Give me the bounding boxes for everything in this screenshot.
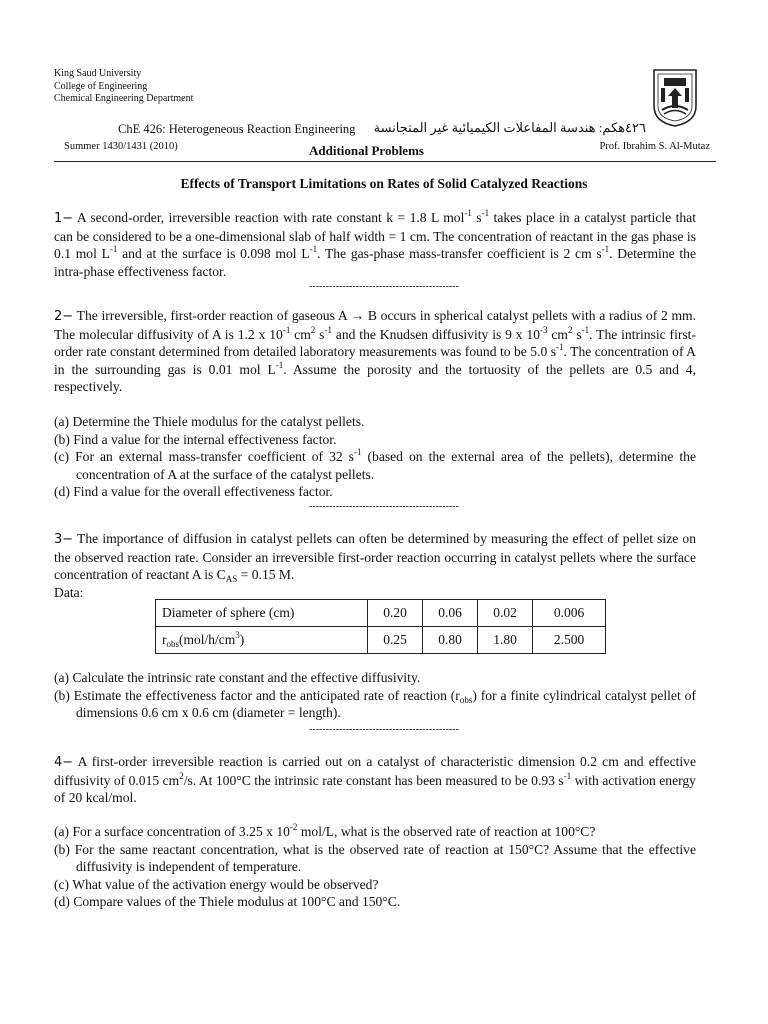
university-seal-logo: [650, 66, 700, 128]
problem-number: 3−: [54, 532, 74, 547]
row-label-rate: $r_{obs}(mol/h/cm^3)$: [156, 627, 368, 654]
header-bar: [54, 141, 716, 162]
part-b: (b) For the same reactant concentration, what is the observed rate of reaction at 150°C? Assume that the effective diffusivity is independent of temperature.: [54, 841, 696, 875]
problem-3-parts: [54, 669, 696, 722]
part-a: (a) Calculate the intrinsic rate constant and the effective diffusivity.: [54, 670, 421, 685]
table-row: [156, 627, 606, 654]
problem-2: 2− The irreversible, first-order reaction of gaseous A → B occurs in spherical catalyst pellets with a radius of 2 mm. The molecular diffusivity of A is 1.2 x $10^{-1}$ $cm^2$ $s^{-1}$ and the Knudsen diffusivity is 9 x $10^{-3}$ $cm^2$ $s^{-1}$. The intrinsic first-order rate constant determined from detailed laboratory measurements was found to be 5.0 $s^{-1}$. The concentration of A in the surrounding gas is 0.01 mol $L^{-1}$. Assume the porosity and the tortuosity of the pellets are 0.5 and 4, respectively.: [54, 308, 697, 395]
table-cell: 0.20: [368, 600, 423, 627]
part-a: (a) For a surface concentration of 3.25 x $10^{-2}$ mol/L, what is the observed rate of reaction at 100°C?: [54, 822, 596, 839]
page-title: Effects of Transport Limitations on Rates of Solid Catalyzed Reactions: [180, 176, 588, 191]
problem-3: 3− The importance of diffusion in catalyst pellets can often be determined by measuring the effect of pellet size on the observed reaction rate. Consider an irreversible first-order reaction occurring in catalyst pellets where the surface concentration of reactant A is $C_{AS} = 0.15$ M. Data:: [54, 531, 696, 600]
part-d: (d) Find a value for the overall effectiveness factor.: [54, 484, 333, 500]
data-label: Data:: [54, 584, 84, 600]
part-b: (b) Estimate the effectiveness factor and the anticipated rate of reaction $(r_{obs})$ for a finite cylindrical catalyst pellet of dimensions 0.6 cm x 0.6 cm (diameter = length).: [54, 687, 696, 721]
table-cell: 1.80: [478, 627, 533, 654]
part-b: (b) Find a value for the internal effectiveness factor.: [54, 431, 337, 447]
course-title-arabic: ٤٢٦هكم: هندسة المفاعلات الكيميائية غير المتجانسة: [373, 120, 646, 135]
part-c: (c) What value of the activation energy would be observed?: [54, 876, 379, 892]
part-a: (a) Determine the Thiele modulus for the catalyst pellets.: [54, 414, 365, 429]
problem-number: 2−: [54, 309, 74, 324]
row-label-diameter: Diameter of sphere (cm): [156, 600, 368, 627]
separator: ---------------------------------------------: [309, 724, 459, 735]
part-d: (d) Compare values of the Thiele modulus at 100°C and 150°C.: [54, 894, 401, 910]
problem-4: 4− A first-order irreversible reaction is carried out on a catalyst of characteristic dimension 0.2 cm and effective diffusivity of 0.015 $cm^2/s$. At 100°C the intrinsic rate constant has been measured to be 0.93 $s^{-1}$ with activation energy of 20 kcal/mol.: [54, 754, 696, 806]
problem-1: 1− A second-order, irreversible reaction with rate constant k = 1.8 L mol$^{-1}$ $s^{-1}$ takes place in a catalyst particle that can be considered to be a one-dimensional slab of half width = 1 cm. The concentration of reactant in the gas phase is 0.1 mol $L^{-1}$ and at the surface is 0.098 mol $L^{-1}$. The gas-phase mass-transfer coefficient is 2 cm $s^{-1}$. Determine the intra-phase effectiveness factor.: [54, 208, 696, 279]
instructor-name: Prof. Ibrahim S. Al-Mutaz: [599, 141, 710, 152]
institution-block: [54, 68, 193, 106]
table-cell: 0.02: [478, 600, 533, 627]
table-row: [156, 600, 606, 627]
separator: ---------------------------------------------: [309, 501, 459, 512]
table-cell: 0.06: [423, 600, 478, 627]
university-name: King Saud University: [54, 68, 142, 79]
table-cell: 2.500: [533, 627, 606, 654]
department-name: Chemical Engineering Department: [54, 93, 194, 104]
table-cell: 0.006: [533, 600, 606, 627]
part-c: (c) For an external mass-transfer coefficient of 32 $s^{-1}$ (based on the external area of the pellets), determine the concentration of A at the surface of the catalyst pellets.: [54, 447, 696, 482]
separator: ---------------------------------------------: [309, 281, 459, 292]
table-cell: 0.25: [368, 627, 423, 654]
problem-number: 1−: [54, 211, 74, 226]
course-title-english: ChE 426: Heterogeneous Reaction Engineering: [118, 122, 356, 136]
data-table: [155, 599, 606, 654]
sheet-title: Additional Problems: [309, 143, 424, 158]
table-cell: 0.80: [423, 627, 478, 654]
problem-number: 4−: [54, 755, 74, 770]
college-name: College of Engineering: [54, 80, 148, 92]
problem-4-parts: [54, 823, 696, 911]
problem-2-parts: [54, 413, 696, 501]
term-label: Summer 1430/1431 (2010): [64, 141, 178, 152]
